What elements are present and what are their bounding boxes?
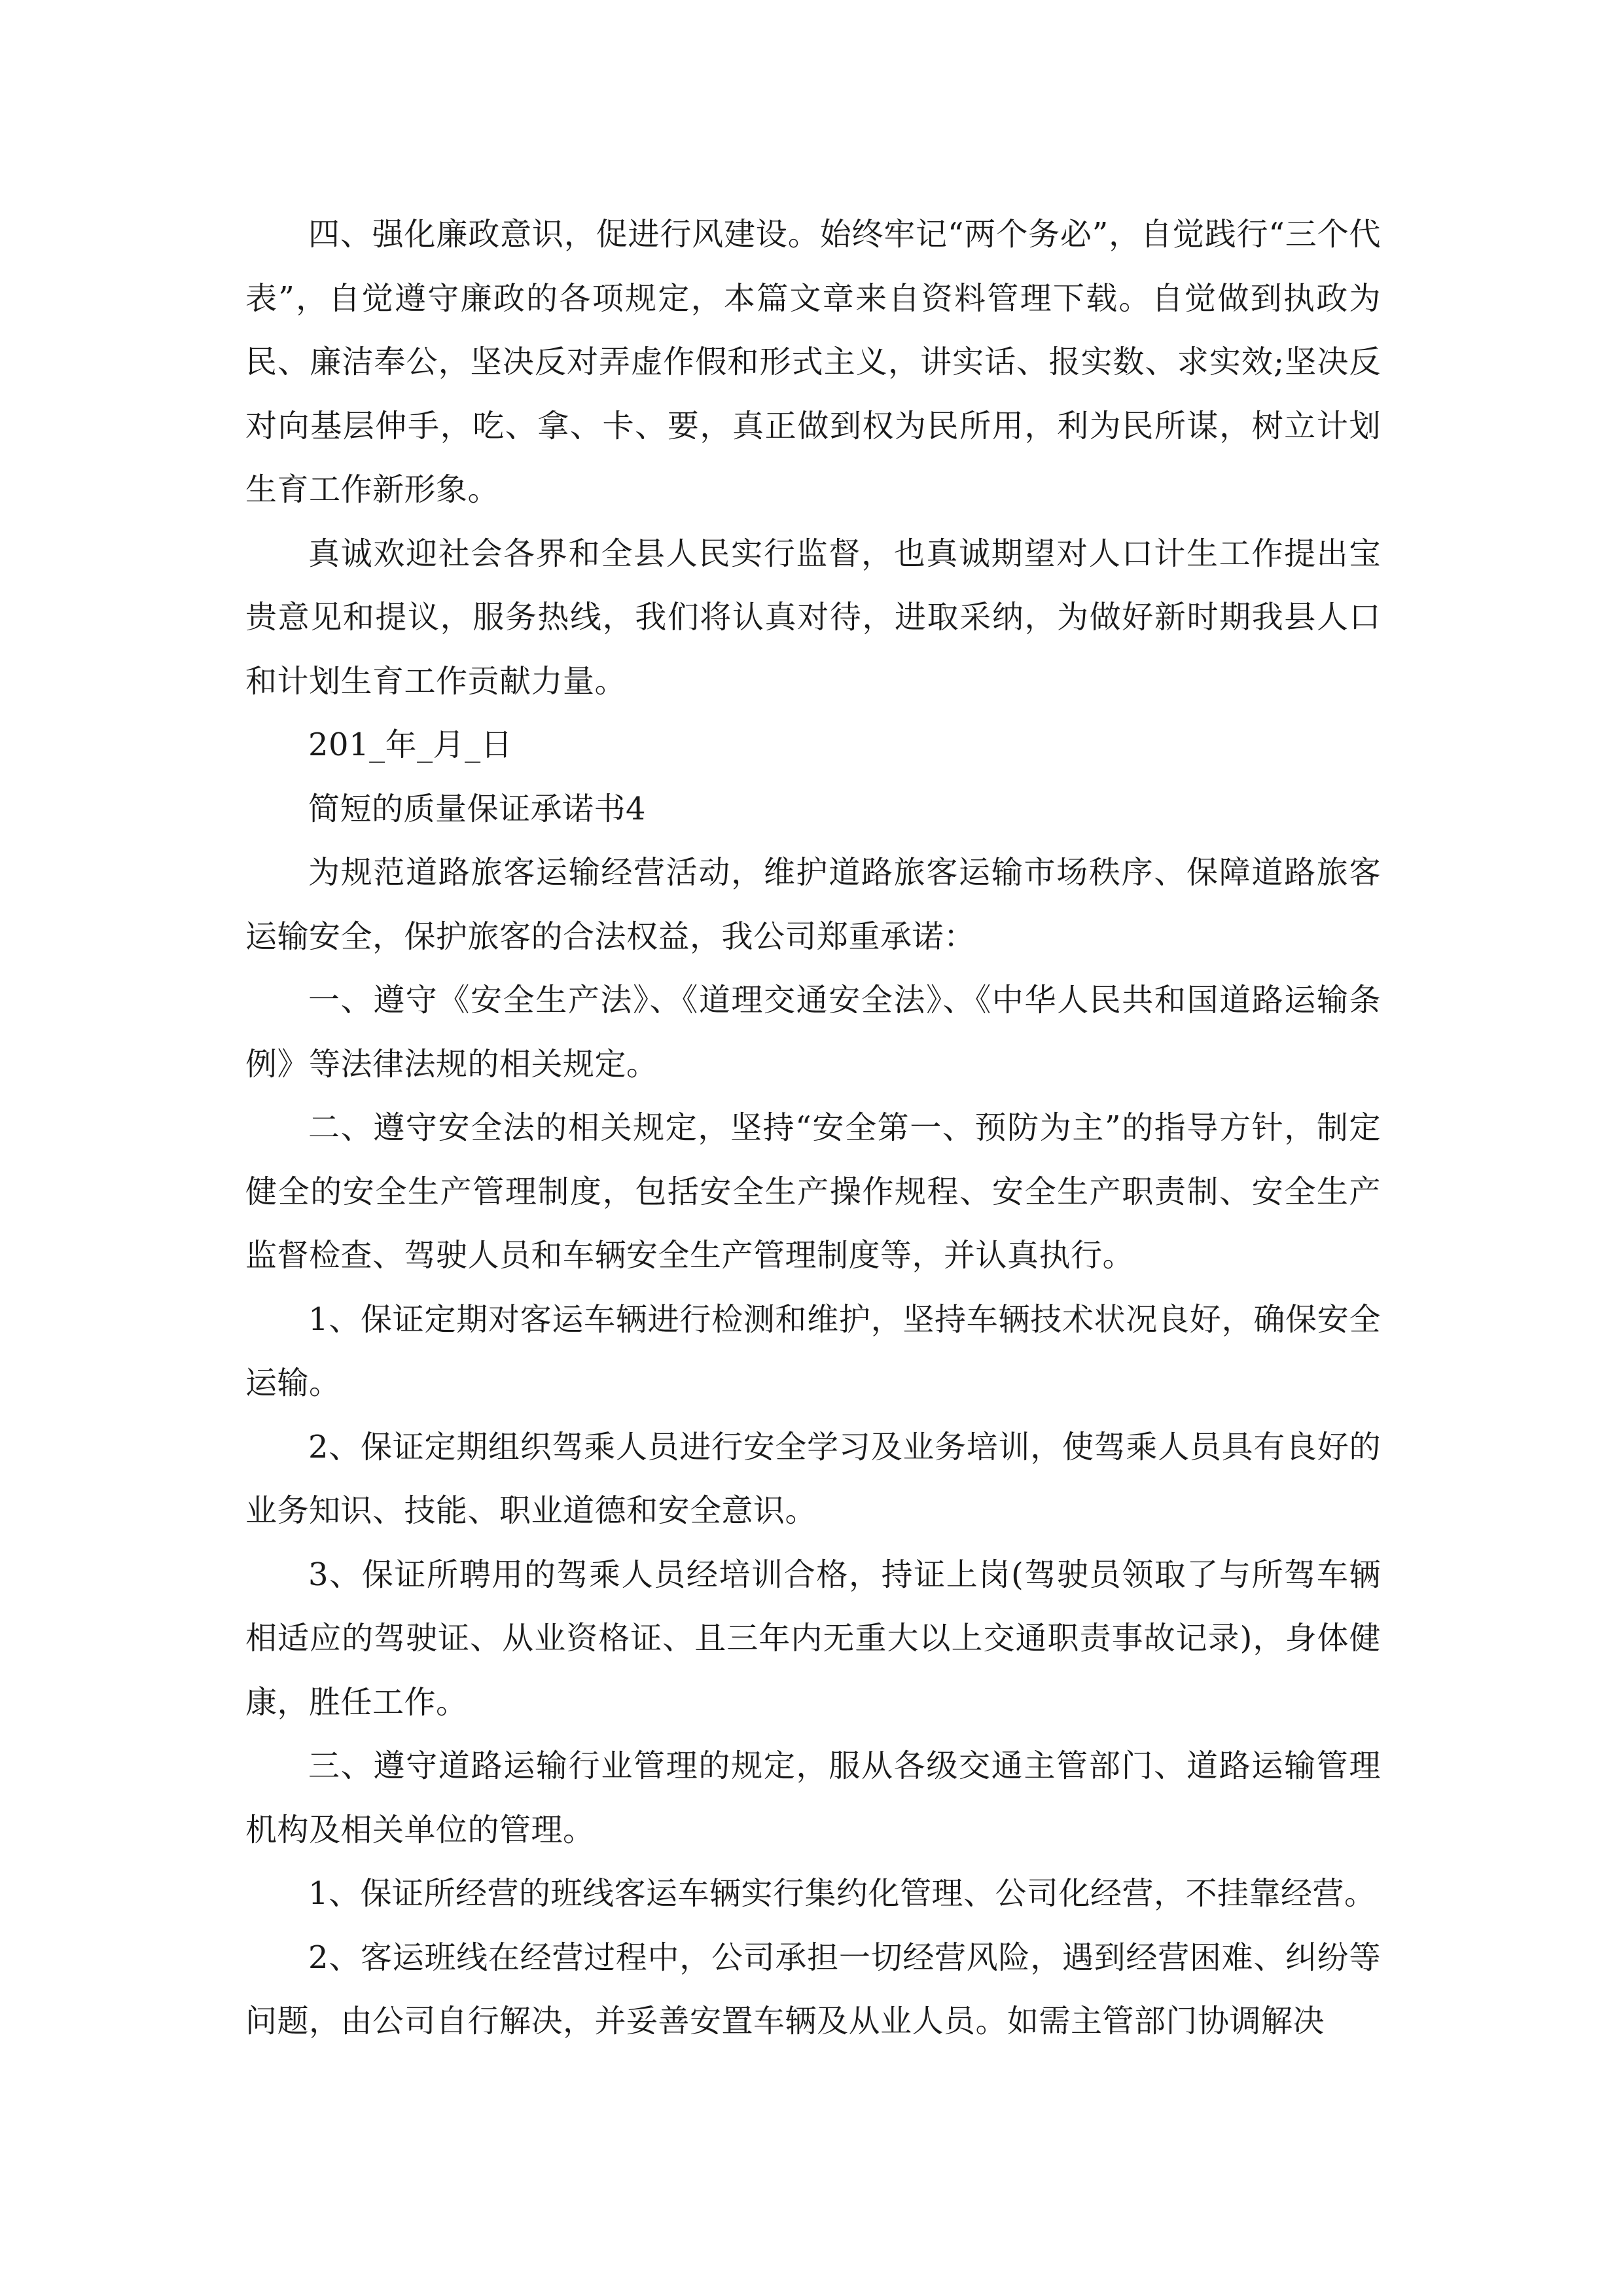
paragraph-subitem-2-3: 3、保证所聘用的驾乘人员经培训合格，持证上岗(驾驶员领取了与所驾车辆相适应的驾驶证、从业资格证、且三年内无重大以上交通职责事故记录)，身体健康，胜任工作。	[245, 1556, 1381, 1721]
paragraph-subitem-2-2: 2、保证定期组织驾乘人员进行安全学习及业务培训，使驾乘人员具有良好的业务知识、技能、职业道德和安全意识。	[245, 1428, 1381, 1529]
paragraph-subitem-3-1: 1、保证所经营的班线客运车辆实行集约化管理、公司化经营，不挂靠经营。	[308, 1875, 1376, 1912]
paragraph-item-3: 三、遵守道路运输行业管理的规定，服从各级交通主管部门、道路运输管理机构及相关单位的管理。	[245, 1748, 1381, 1848]
paragraph-subitem-3-2: 2、客运班线在经营过程中，公司承担一切经营风险，遇到经营困难、纠纷等问题，由公司自行解决，并妥善安置车辆及从业人员。如需主管部门协调解决	[245, 1939, 1381, 2039]
paragraph-item-1: 一、遵守《安全生产法》、《道理交通安全法》、《中华人民共和国道路运输条例》等法律法规的相关规定。	[245, 982, 1381, 1083]
section-title: 简短的质量保证承诺书4	[308, 790, 647, 827]
paragraph-supervision: 真诚欢迎社会各界和全县人民实行监督，也真诚期望对人口计生工作提出宝贵意见和提议，服务热线，我们将认真对待，进取采纳，为做好新时期我县人口和计划生育工作贡献力量。	[245, 535, 1381, 700]
paragraph-subitem-2-1: 1、保证定期对客运车辆进行检测和维护，坚持车辆技术状况良好，确保安全运输。	[245, 1300, 1381, 1401]
paragraph-item-2: 二、遵守安全法的相关规定，坚持“安全第一、预防为主”的指导方针，制定健全的安全生产管理制度，包括安全生产操作规程、安全生产职责制、安全生产监督检查、驾驶人员和车辆安全生产管理制度等，并认真执行。	[245, 1109, 1381, 1274]
date-line: 201_年_月_日	[308, 726, 513, 763]
paragraph-integrity: 四、强化廉政意识，促进行风建设。始终牢记“两个务必”，自觉践行“三个代表”，自觉遵守廉政的各项规定，本篇文章来自资料管理下载。自觉做到执政为民、廉洁奉公，坚决反对弄虚作假和形式主义，讲实话、报实数、求实效;坚决反对向基层伸手，吃、拿、卡、要，真正做到权为民所用，利为民所谋，树立计划生育工作新形象。	[245, 216, 1381, 508]
document-body	[245, 203, 1381, 2054]
paragraph-intro: 为规范道路旅客运输经营活动，维护道路旅客运输市场秩序、保障道路旅客运输安全，保护旅客的合法权益，我公司郑重承诺：	[245, 854, 1381, 955]
